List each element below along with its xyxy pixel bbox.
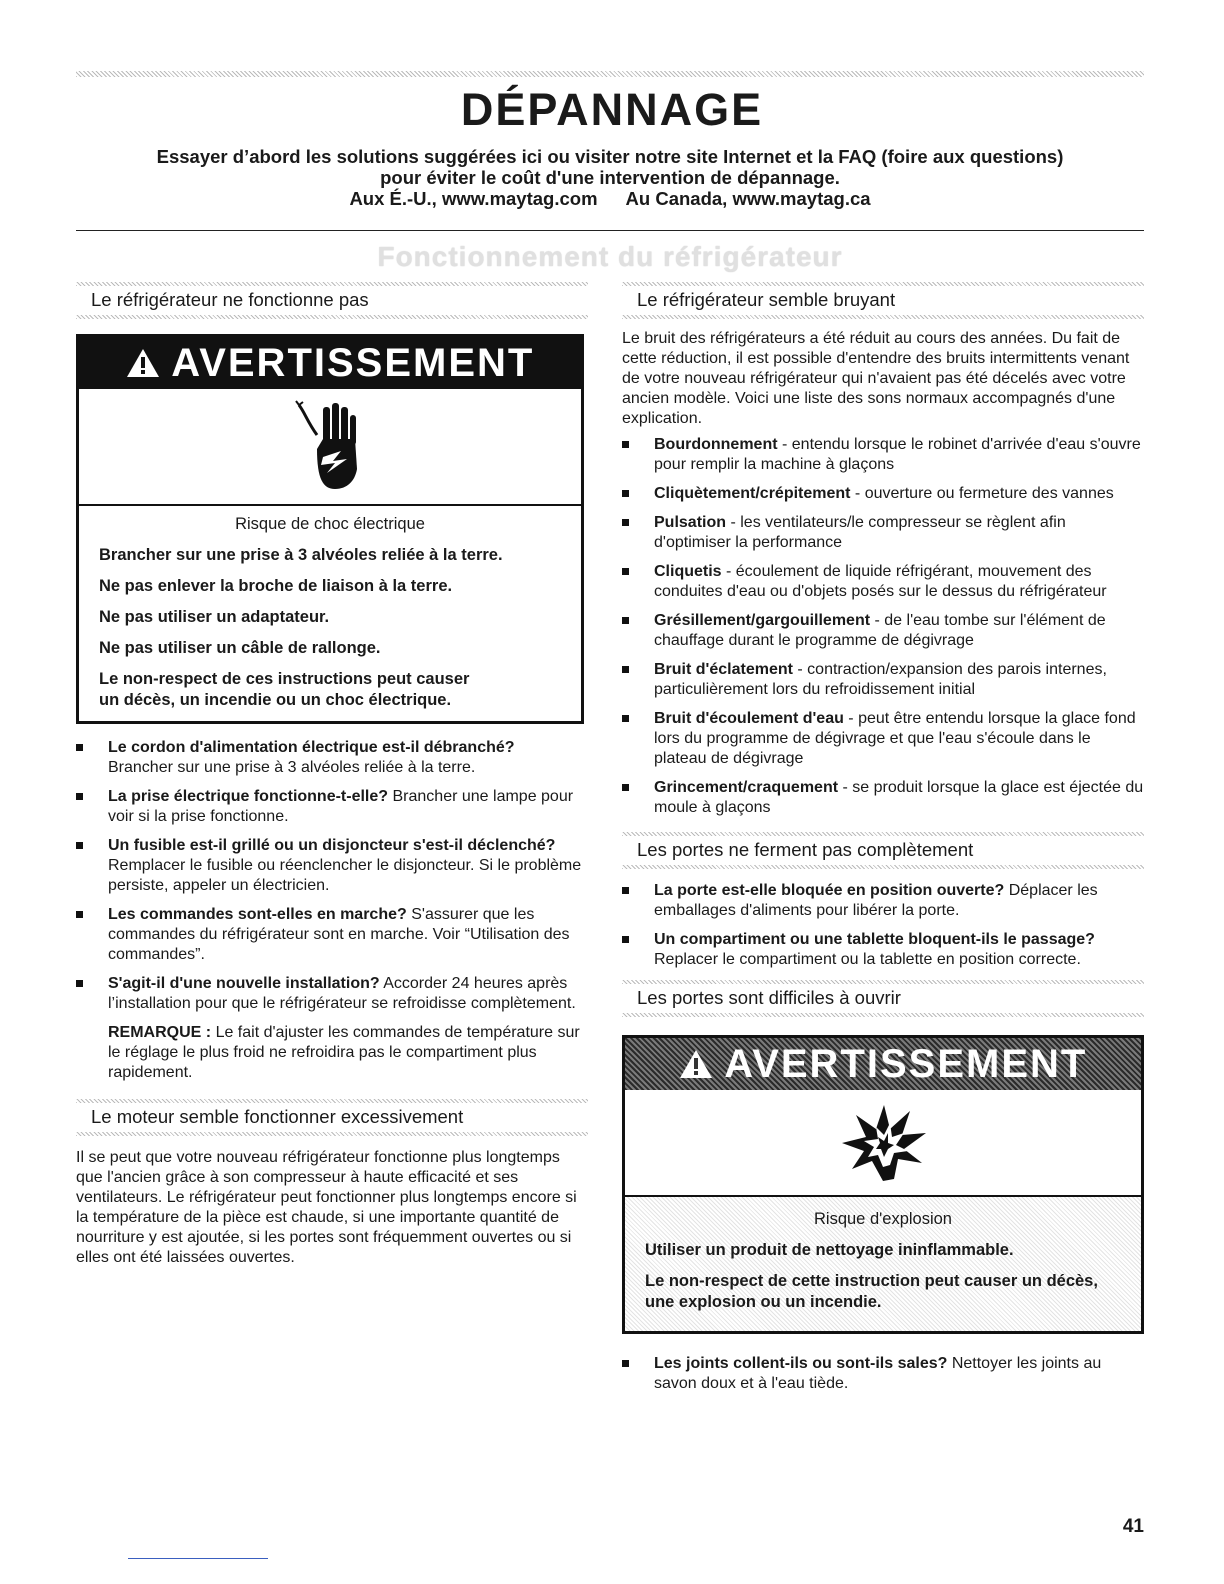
list-item: Pulsation - les ventilateurs/le compresseur se règlent afin d'optimiser la performance [622,513,1144,553]
explosion-warning-box [622,1035,1144,1334]
list-item: Bruit d'éclatement - contraction/expansion des parois internes, particulièrement lors du refroidissement initial [622,660,1144,700]
list-item: Le cordon d'alimentation électrique est-il débranché? Brancher sur une prise à 3 alvéoles reliée à la terre. [76,738,588,778]
explosion-icon-box [625,1090,1141,1197]
electric-shock-hand-icon [295,399,365,495]
subheading-doors-not-closing: Les portes ne ferment pas complètement [622,832,1144,869]
list-item: La porte est-elle bloquée en position ouverte? Déplacer les emballages d'aliments pour libérer la porte. [622,881,1144,921]
warning-header-text: AVERTISSEMENT [724,1042,1088,1086]
list-item: Cliquetis - écoulement de liquide réfrigérant, mouvement des conduites d'eau ou d'objets posés sur le dessus du réfrigérateur [622,562,1144,602]
header-pattern-band [76,71,1144,77]
warning-risk: Risque d'explosion [814,1210,952,1228]
header-rule [76,230,1144,231]
intro-us-link: Aux É.-U., www.maytag.com [349,188,598,209]
door-list [622,881,1144,970]
intro-line-2: pour éviter le coût d'une intervention de dépannage. [380,167,840,188]
shock-warning-box [76,334,584,724]
warning-triangle-icon [679,1042,725,1086]
explosion-icon [838,1103,928,1183]
left-column [76,282,588,1268]
seal-list [622,1354,1144,1394]
list-item: La prise électrique fonctionne-t-elle? Brancher une lampe pour voir si la prise fonctionne. [76,787,588,827]
warning-line: Brancher sur une prise à 3 alvéoles reliée à la terre. [99,546,503,564]
page-title: DÉPANNAGE [460,84,764,135]
list-item: S'agit-il d'une nouvelle installation? Accorder 24 heures après l’installation pour que le réfrigérateur se refroidisse complètement. [76,974,588,1014]
warning-line: Ne pas enlever la broche de liaison à la terre. [99,577,453,595]
warning-line: Utiliser un produit de nettoyage ininflammable. [645,1241,1014,1259]
warning-risk: Risque de choc électrique [235,515,425,533]
warning-line: Ne pas utiliser un adaptateur. [99,608,330,626]
subheading-noisy: Le réfrigérateur semble bruyant [622,282,1144,319]
list-item: Grésillement/gargouillement - de l'eau tombe sur l'élément de chauffage durant le programme de dégivrage [622,611,1144,651]
not-running-list [76,738,588,1014]
list-item: Les commandes sont-elles en marche? S'assurer que les commandes du réfrigérateur sont en marche. Voir “Utilisation des commandes”. [76,905,588,965]
subheading-doors-hard-to-open: Les portes sont difficiles à ouvrir [622,980,1144,1017]
list-item: Cliquètement/crépitement - ouverture ou fermeture des vannes [622,484,1144,504]
subheading-not-running: Le réfrigérateur ne fonctionne pas [76,282,588,319]
list-item: Bourdonnement - entendu lorsque le robinet d'arrivée d'eau s'ouvre pour remplir la machine à glaçons [622,435,1144,475]
noise-list [622,435,1144,818]
noise-intro: Le bruit des réfrigérateurs a été réduit au cours des années. Du fait de cette réduction, il est possible d'entendre des bruits intermittents venant de votre nouveau réfrigérateur qui n'avaient pas été décelés avec votre ancien modèle. Voici une liste des sons normaux accompagnés d'une explication. [622,330,1130,427]
intro-line-1: Essayer d’abord les solutions suggérées ici ou visiter notre site Internet et la FAQ (foire aux questions) [156,146,1064,167]
warning-header [625,1038,1141,1090]
list-item: Un fusible est-il grillé ou un disjoncteur s'est-il déclenché? Remplacer le fusible ou réenclencher le disjoncteur. Si le problème persiste, appeler un électricien. [76,836,588,896]
motor-paragraph: Il se peut que votre nouveau réfrigérateur fonctionne plus longtemps que l'ancien grâce à son compresseur à haute efficacité et ses ventilateurs. Le réfrigérateur peut fonctionner plus longtemps encore si la température de la pièce est chaude, si une importante quantité de nourriture y est ajoutée, si les portes sont fréquemment ouvertes ou si elles ont été laissées ouvertes. [76,1149,577,1266]
warning-consequence: Le non-respect de ces instructions peut causer un décès, un incendie ou un choc électrique. [99,670,470,709]
warning-header-text: AVERTISSEMENT [171,341,535,385]
section-title: Fonctionnement du réfrigérateur [377,241,843,272]
warning-body [79,506,581,721]
intro-text [76,146,1144,209]
warning-line: Ne pas utiliser un câble de rallonge. [99,639,381,657]
warning-consequence: Le non-respect de cette instruction peut causer un décès, une explosion ou un incendie. [645,1272,1098,1311]
shock-icon-box [79,389,581,506]
footer-line [128,1558,268,1559]
subheading-motor: Le moteur semble fonctionner excessivement [76,1099,588,1136]
right-column [622,282,1144,1403]
warning-body [625,1197,1141,1331]
page-number: 41 [1122,1516,1144,1537]
list-item: Les joints collent-ils ou sont-ils sales? Nettoyer les joints au savon doux et à l'eau tiède. [622,1354,1144,1394]
list-item: Un compartiment ou une tablette bloquent-ils le passage? Replacer le compartiment ou la tablette en position correcte. [622,930,1144,970]
warning-header [79,337,581,389]
note: REMARQUE : Le fait d'ajuster les commandes de température sur le réglage le plus froid ne refroidira pas le compartiment plus rapidement. [108,1024,580,1081]
intro-urls [76,188,1144,209]
intro-ca-link: Au Canada, www.maytag.ca [625,188,871,209]
list-item: Grincement/craquement - se produit lorsque la glace est éjectée du moule à glaçons [622,778,1144,818]
list-item: Bruit d'écoulement d'eau - peut être entendu lorsque la glace fond lors du programme de dégivrage et que l'eau s'écoule dans le plateau de dégivrage [622,709,1144,769]
warning-triangle-icon [126,341,172,385]
